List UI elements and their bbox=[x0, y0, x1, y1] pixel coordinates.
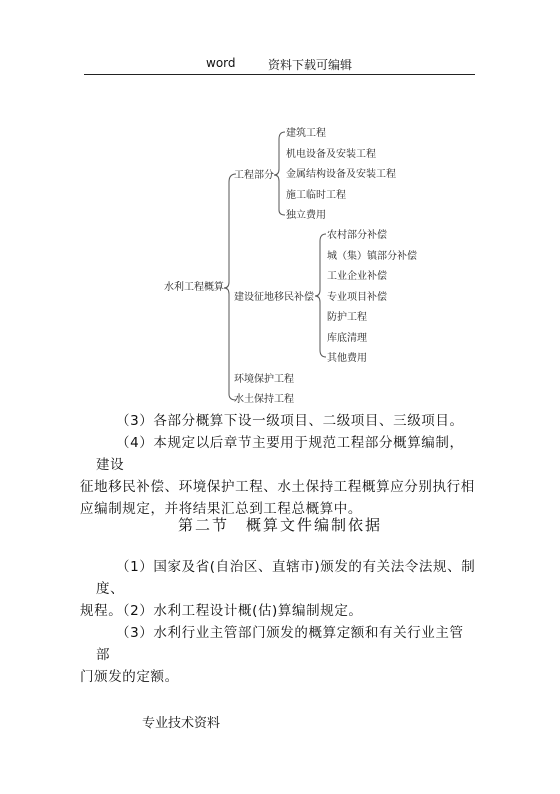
header-word: word bbox=[206, 56, 236, 70]
resettlement-item: 其他费用 bbox=[327, 353, 367, 364]
page-footer: 专业技术资料 bbox=[142, 716, 221, 731]
section-title: 第二节 概算文件编制依据 bbox=[177, 516, 382, 534]
tree-root: 水利工程概算 bbox=[164, 282, 224, 293]
engineering-item: 建筑工程 bbox=[286, 128, 326, 139]
resettlement-item: 库底清理 bbox=[327, 333, 367, 344]
branch-engineering: 工程部分 bbox=[234, 170, 274, 181]
basis-text: 门颁发的定额。 bbox=[80, 669, 179, 685]
paragraph-4 bbox=[80, 432, 476, 520]
branch-soil-water: 水土保持工程 bbox=[234, 394, 294, 405]
engineering-item: 金属结构设备及安装工程 bbox=[286, 169, 396, 180]
basis-text: 规程。 bbox=[80, 603, 123, 619]
basis-item-3 bbox=[80, 622, 476, 688]
header-desc: 资料下载可编辑 bbox=[268, 58, 353, 72]
root-brace bbox=[224, 174, 236, 400]
branch-resettlement: 建设征地移民补偿 bbox=[234, 292, 314, 303]
basis-item-2 bbox=[96, 600, 476, 622]
branch-environment: 环境保护工程 bbox=[234, 374, 294, 385]
resettlement-item: 工业企业补偿 bbox=[327, 271, 387, 282]
paragraph-3 bbox=[96, 410, 476, 432]
resettlement-item: 防护工程 bbox=[327, 312, 367, 323]
resettlement-item: 城（集）镇部分补偿 bbox=[327, 251, 417, 262]
engineering-item: 机电设备及安装工程 bbox=[286, 149, 376, 160]
resettlement-item: 专业项目补偿 bbox=[327, 292, 387, 303]
basis-text: （2）水利工程设计概(估)算编制规定。 bbox=[116, 603, 363, 619]
engineering-brace bbox=[274, 132, 285, 215]
engineering-item: 独立费用 bbox=[286, 210, 326, 221]
basis-text: （3）水利行业主管部门颁发的概算定额和有关行业主管部 bbox=[96, 625, 464, 663]
engineering-item: 施工临时工程 bbox=[286, 190, 346, 201]
paragraph-text: 应编制规定，并将结果汇总到工程总概算中。 bbox=[80, 501, 362, 517]
paragraph-text: （4）本规定以后章节主要用于规范工程部分概算编制，建设 bbox=[96, 435, 464, 473]
paragraph-text: （3）各部分概算下设一级项目、二级项目、三级项目。 bbox=[116, 413, 464, 429]
paragraph-text: 征地移民补偿、环境保护工程、水土保持工程概算应分别执行相 bbox=[80, 479, 475, 495]
basis-text: （1）国家及省(自治区、直辖市)颁发的有关法令法规、制度、 bbox=[96, 559, 476, 597]
resettlement-item: 农村部分补偿 bbox=[327, 230, 387, 241]
resettlement-brace bbox=[315, 234, 326, 357]
